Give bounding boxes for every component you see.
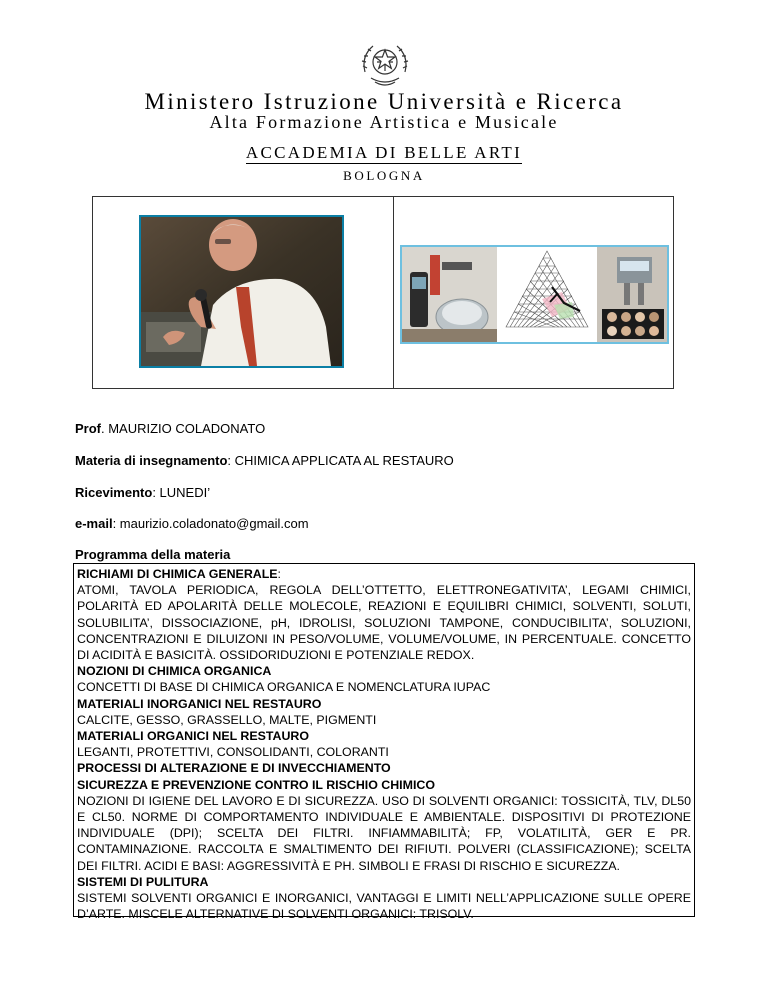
section-general-chemistry <box>77 566 691 582</box>
italian-republic-emblem-icon <box>357 38 413 90</box>
section-title-colon: : <box>277 567 281 581</box>
section-cleaning-systems: SISTEMI DI PULITURA <box>77 874 209 889</box>
section-chemical-safety: SICUREZZA E PREVENZIONE CONTRO IL RISCHIO CHIMICO <box>77 777 435 792</box>
section-text: SISTEMI SOLVENTI ORGANICI E INORGANICI, VANTAGGI E LIMITI NELL’APPLICAZIONE SULLE OPERE D’ARTE. MISCELE ALTERNATIVE DI SOLVENTI ORGANICI: TRISOLV. <box>77 891 691 922</box>
section-inorganic-materials: MATERIALI INORGANICI NEL RESTAURO <box>77 696 322 711</box>
subject-label: Materia di insegnamento <box>75 453 228 468</box>
subject-line <box>75 453 454 468</box>
email-line <box>75 516 309 531</box>
section-text: NOZIONI DI IGIENE DEL LAVORO E DI SICUREZZA. USO DI SOLVENTI ORGANICI: TOSSICITÀ, TLV, DL50 E CL50. NORME DI COMPORTAMENTO INDIVIDUALE E AMBIENTALE. DISPOSITIVI DI PROTEZIONE INDIVIDUALE (DPI); SCELTA DEI FILTRI. INFIAMMABILITÀ; FP, VOLATILITÀ, GER E PR. CONTAMINAZIONE. RACCOLTA E SMALTIMENTO DEI RIFIUTI. POLVERI (CLASSIFICAZIONE); SCELTA DEI FILTRI. ACIDI E BASI: AGGRESSIVITÀ E PH. SIMBOLI E FRASI DI RISCHIO E SICUREZZA. <box>77 793 691 873</box>
program-box <box>73 563 695 922</box>
professor-photo <box>139 215 344 368</box>
academy-title-text: ACCADEMIA DI BELLE ARTI <box>245 143 523 162</box>
reception-label: Ricevimento <box>75 485 153 500</box>
section-text: CONCETTI DI BASE DI CHIMICA ORGANICA E NOMENCLATURA IUPAC <box>77 680 491 695</box>
reception-line <box>75 485 210 500</box>
city-title: BOLOGNA <box>343 168 425 183</box>
email-value: : maurizio.coladonato@gmail.com <box>112 516 309 531</box>
professor-name: . MAURIZIO COLADONATO <box>101 421 266 436</box>
afam-subtitle: Alta Formazione Artistica e Musicale <box>209 112 559 132</box>
professor-label: Prof <box>75 421 101 436</box>
lab-collage-photo <box>400 245 669 344</box>
program-heading: Programma della materia <box>75 547 231 562</box>
section-text: CALCITE, GESSO, GRASSELLO, MALTE, PIGMENTI <box>77 712 377 727</box>
professor-line <box>75 421 265 436</box>
section-text: LEGANTI, PROTETTIVI, CONSOLIDANTI, COLORANTI <box>77 745 389 760</box>
section-organic-chemistry: NOZIONI DI CHIMICA ORGANICA <box>77 664 272 679</box>
reception-value: : LUNEDI’ <box>152 485 211 500</box>
ministry-title: Ministero Istruzione Università e Ricerca <box>144 89 624 114</box>
section-title: RICHIAMI DI CHIMICA GENERALE <box>77 567 278 581</box>
section-text: ATOMI, TAVOLA PERIODICA, REGOLA DELL’OTTETTO, ELETTRONEGATIVITA’, LEGAMI CHIMICI, POLARITÀ ED APOLARITÀ DELLE MOLECOLE, REAZIONI E EQUILIBRI CHIMICI, SOLVENTI, SOLUTI, SOLUBILITA’, DISSOCIAZIONE, pH, IDROLISI, SOLUZIONI TAMPONE, CONDUCIBILITA’, SOLUZIONI, CONCENTRAZIONI E DILUIZONI IN PESO/VOLUME, VOLUME/VOLUME, IN PERCENTUALE. CONCETTO DI ACIDITÀ E BASICITÀ. OSSIDORIDUZIONI E POTENZIALE REDOX. <box>77 583 691 663</box>
photo-table-divider <box>393 196 394 389</box>
section-organic-materials: MATERIALI ORGANICI NEL RESTAURO <box>77 729 309 744</box>
academy-title <box>0 143 768 163</box>
email-label: e-mail <box>75 516 113 531</box>
subject-value: : CHIMICA APPLICATA AL RESTAURO <box>227 453 454 468</box>
section-alteration-processes: PROCESSI DI ALTERAZIONE E DI INVECCHIAMENTO <box>77 761 391 776</box>
